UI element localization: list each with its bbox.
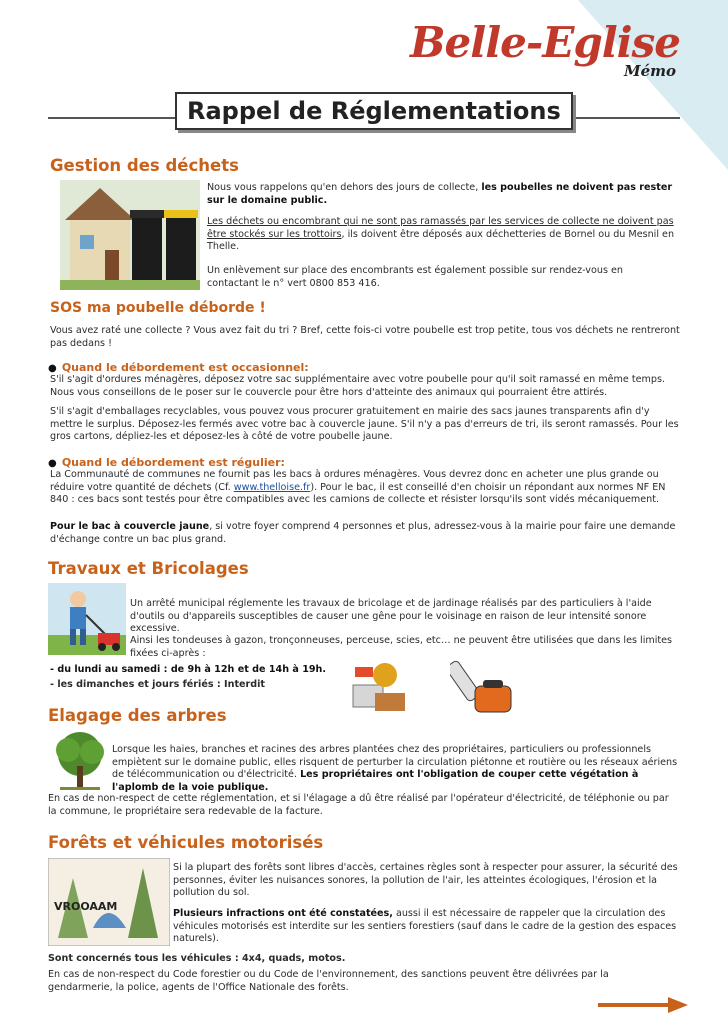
- forets-paragraph-4: En cas de non-respect du Code forestier ou du Code de l'environnement, des sanctions peuvent être délivrées par la gendarmerie, la police, agents de l'Office Nationale des forêts.: [48, 969, 609, 993]
- next-page-arrow-icon[interactable]: [598, 997, 688, 1013]
- tree-icon: [50, 730, 110, 792]
- weekday-label: - du lundi au samedi :: [50, 664, 171, 675]
- bullet-icon: ●: [48, 458, 57, 469]
- dechets-p2-underlined: Les déchets ou encombrant qui ne sont pas ramassés par les services de collecte ne doivent pas être stockés sur les trottoirs: [207, 216, 674, 240]
- dechets-paragraph-1: [207, 182, 677, 207]
- section-heading-dechets: Gestion des déchets: [50, 156, 239, 175]
- regulier-p1-text: La Communauté de communes ne fournit pas les bacs à ordures ménagères. Vous devrez donc en acheter une plus grande ou réduire votre quantité de déchets (Cf.: [50, 469, 659, 493]
- dechets-paragraph-3: Un enlèvement sur place des encombrants est également possible sur rendez-vous en contactant le n° vert 0800 853 416.: [207, 265, 623, 289]
- brand-title: Belle-Eglise: [410, 18, 680, 67]
- dechets-paragraph-2: [207, 216, 677, 254]
- elagage-p1-text: Lorsque les haies, branches et racines des arbres plantées chez des propriétaires, particuliers ou professionnels empiètent sur le domaine public, elles risquent de perturber la circulation piétonne et routière ou les réseaux aériens de télécommunication ou d'électricité.: [112, 744, 678, 781]
- dechets-p1-bold: les poubelles ne doivent pas rester sur le domaine public.: [207, 182, 673, 206]
- weekday-hours: de 9h à 12h et de 14h à 19h.: [170, 664, 327, 675]
- page-title: Rappel de Réglementations: [175, 92, 573, 130]
- bullet-icon: ●: [48, 363, 57, 374]
- section-heading-sos: SOS ma poubelle déborde !: [50, 300, 266, 316]
- house-bins-image: [60, 180, 200, 290]
- forets-p2-text: aussi il est nécessaire de rappeler que la circulation des véhicules motorisés est interdite sur les sentiers forestiers (sauf dans le cadre de la gestion des espaces naturels).: [173, 908, 677, 945]
- thelloise-link[interactable]: www.thelloise.fr: [233, 481, 311, 493]
- regulier-p2-bold: Pour le bac à couvercle jaune: [50, 521, 210, 532]
- occasionnel-p2: S'il s'agit d'emballages recyclables, vous pouvez vous procurer gratuitement en mairie des sacs jaunes transparents afin d'y mettre le surplus. Déposez-les fermés avec votre bac à couvercle jaune. S'il n'y a pas d'erreurs de tri, ils seront ramassés. Pour les gros cartons, dépliez-les et déposez-les à côté de votre poubelle jaune.: [50, 406, 679, 443]
- travaux-paragraph-1: Un arrêté municipal réglemente les travaux de bricolage et de jardinage réalisés par des particuliers à l'aide d'outils ou d'appareils susceptibles de causer une gêne pour le voisinage en raison de leur intensité sonore excessive.: [130, 598, 652, 635]
- regulier-title: Quand le débordement est régulier:: [61, 456, 285, 469]
- chainsaw-image: [450, 652, 520, 722]
- regulier-heading: [48, 451, 285, 470]
- forets-paragraph-1: Si la plupart des forêts sont libres d'accès, certaines règles sont à respecter pour assurer, la sécurité des personnes, éviter les nuisances sonores, la pollution de l'air, les atteintes écologiques, l'érosion et la pollution du sol.: [173, 862, 678, 899]
- section-heading-travaux: Travaux et Bricolages: [48, 559, 249, 578]
- forets-p2-bold: Plusieurs infractions ont été constatées,: [173, 908, 393, 919]
- travaux-hours-sunday: - les dimanches et jours fériés : Interdit: [50, 679, 266, 690]
- regulier-p2: [50, 521, 680, 546]
- dechets-p2-text: , ils doivent être déposés aux déchetteries de Bornel ou du Mesnil en Thelle.: [207, 228, 675, 253]
- regulier-p2-text: , si votre foyer comprend 4 personnes et plus, adressez-vous à la mairie pour faire une demande d'échange contre un bac plus grand.: [50, 521, 676, 545]
- occasionnel-p1: S'il s'agit d'ordures ménagères, déposez votre sac supplémentaire avec votre poubelle pour qu'il soit ramassé en même temps. Nous vous conseillons de le poser sur le couvercle pour être hors d'atteinte des animaux qui pourraient être attirés.: [50, 374, 666, 398]
- gardener-mower-image: [48, 583, 126, 655]
- forets-vehicles: Sont concernés tous les véhicules : 4x4, quads, motos.: [48, 953, 346, 964]
- tools-image: [345, 657, 415, 717]
- elagage-paragraph-1: [112, 744, 680, 794]
- forest-cartoon-image: [48, 858, 170, 946]
- travaux-paragraph-2: Ainsi les tondeuses à gazon, tronçonneuses, perceuse, scies, etc… ne peuvent être utilisées que dans les limites fixées ci-après :: [130, 635, 673, 659]
- dechets-p1-text: Nous vous rappelons qu'en dehors des jours de collecte,: [207, 182, 482, 193]
- section-heading-forets: Forêts et véhicules motorisés: [48, 833, 324, 852]
- occasionnel-title: Quand le débordement est occasionnel:: [61, 361, 309, 374]
- occasionnel-heading: [48, 356, 309, 375]
- travaux-hours-weekday: [50, 664, 370, 677]
- sos-intro: Vous avez raté une collecte ? Vous avez fait du tri ? Bref, cette fois-ci votre poubelle est trop petite, tous vos déchets ne rentreront pas dedans !: [50, 325, 680, 349]
- regulier-p1: [50, 469, 680, 507]
- title-rule-right: [558, 117, 680, 119]
- memo-label: Mémo: [623, 62, 676, 80]
- section-heading-elagage: Elagage des arbres: [48, 706, 227, 725]
- regulier-p1-text-2: ). Pour le bac, il est conseillé d'en choisir un répondant aux normes NF EN 840 : ces bacs sont testés pour être compatibles avec les camions de collecte et résister lorsqu'ils sont vidés mécaniquement.: [50, 481, 666, 506]
- elagage-p1-bold: Les propriétaires ont l'obligation de couper cette végétation à l'aplomb de la voie publique.: [112, 769, 639, 793]
- forets-paragraph-2: [173, 908, 680, 946]
- elagage-paragraph-2: En cas de non-respect de cette réglementation, et si l'élagage a dû être réalisé par l'opérateur d'électricité, de téléphonie ou par la commune, le propriétaire sera redevable de la facture.: [48, 793, 669, 817]
- title-rule-left: [48, 117, 178, 119]
- cartoon-text: VROOAAM: [54, 900, 118, 913]
